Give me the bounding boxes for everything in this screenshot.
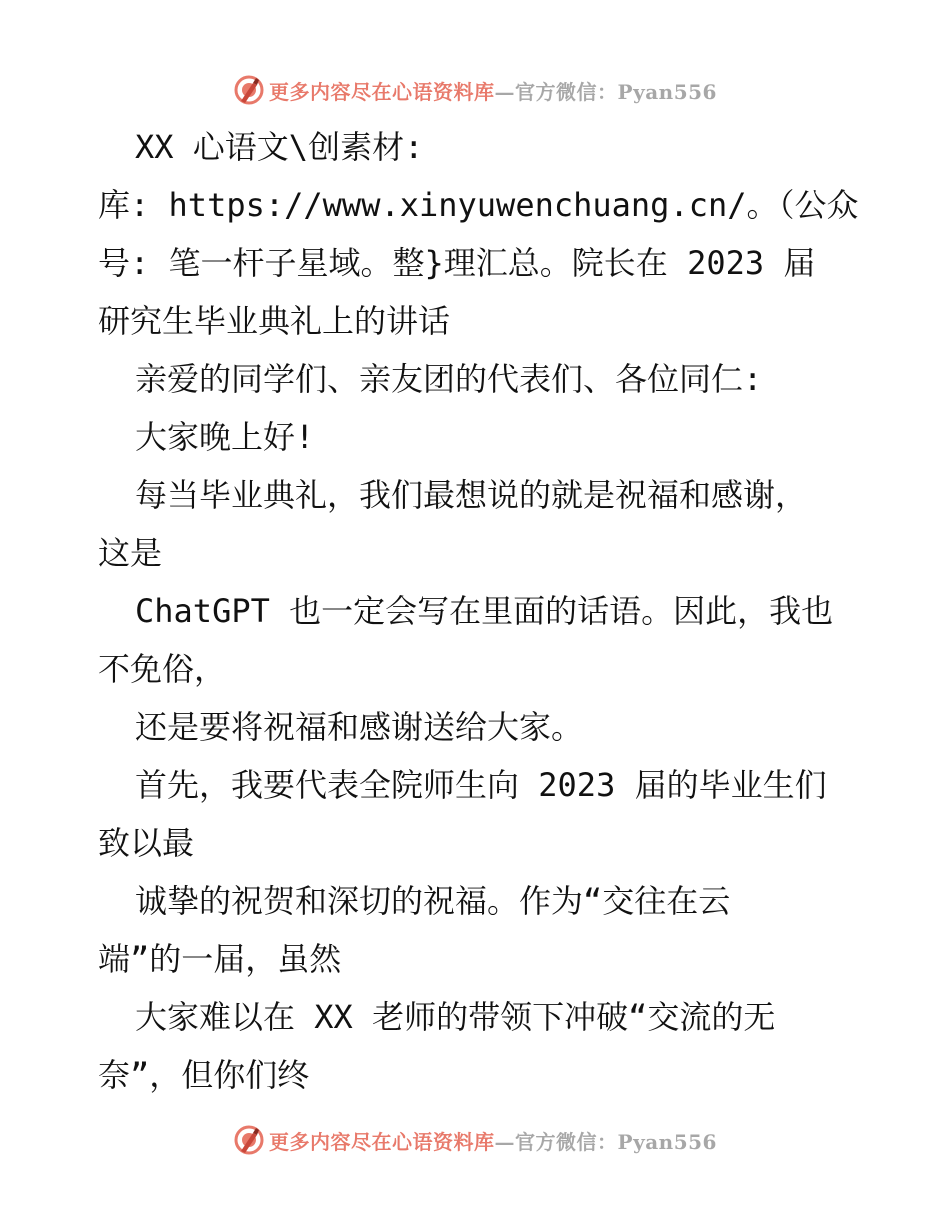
text-line: 端”的一届，虽然 (98, 940, 342, 978)
text-line: 研究生毕业典礼上的讲话 (98, 302, 451, 340)
text-line: 亲爱的同学们、亲友团的代表们、各位同仁: (135, 360, 763, 398)
text-line: 首先，我要代表全院师生向 2023 届的毕业生们 (135, 766, 827, 804)
text-line: 号: 笔一杆子星域。整}理汇总。院长在 2023 届 (98, 244, 816, 282)
footer-banner (0, 1120, 950, 1160)
text-line: 大家难以在 XX 老师的带领下冲破“交流的无 (135, 998, 776, 1036)
footer-tagline: 更多内容尽在心语资料库 (269, 1129, 495, 1154)
document-body (98, 118, 858, 1104)
header-banner (0, 70, 950, 110)
text-line: 奈”，但你们终 (98, 1056, 310, 1094)
text-line: 大家晚上好! (135, 418, 315, 456)
text-line: ChatGPT 也一定会写在里面的话语。因此，我也 (135, 592, 834, 630)
text-line: XX 心语文\创素材: (135, 128, 424, 166)
text-line: 不免俗， (98, 650, 227, 688)
text-line: 每当毕业典礼，我们最想说的就是祝福和感谢， (135, 476, 808, 514)
footer-wechat: —官方微信：Pyan556 (494, 1129, 717, 1154)
pen-seal-icon (233, 74, 265, 106)
header-tagline: 更多内容尽在心语资料库 (269, 79, 495, 104)
text-line: 库: https://www.xinyuwenchuang.cn/。（公众 (98, 186, 859, 224)
text-line: 致以最 (98, 824, 195, 862)
text-line: 这是 (98, 534, 163, 572)
text-line: 诚挚的祝贺和深切的祝福。作为“交往在云 (135, 882, 731, 920)
pen-seal-icon (233, 1124, 265, 1156)
text-line: 还是要将祝福和感谢送给大家。 (135, 708, 584, 746)
header-wechat: —官方微信：Pyan556 (494, 79, 717, 104)
